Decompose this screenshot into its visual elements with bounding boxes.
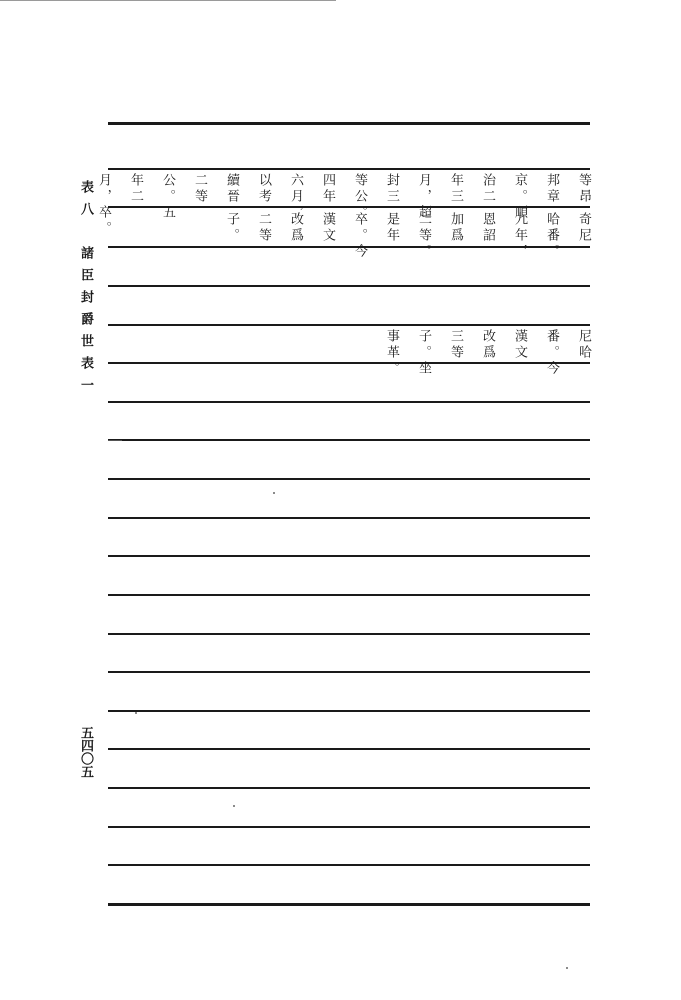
- cell-text: 是年: [384, 212, 399, 244]
- row-rule: [108, 285, 590, 287]
- cell-text: 二等。: [416, 212, 431, 260]
- scan-mark: [108, 440, 122, 441]
- table-row: [372, 329, 590, 377]
- cell-text: 奇尼: [576, 212, 591, 244]
- table-top-rule: [108, 122, 590, 125]
- cell-text: 三等: [448, 329, 463, 361]
- cell-text: 尼哈: [576, 329, 591, 361]
- cell-text: 等公。: [352, 173, 367, 221]
- row-rule: [108, 324, 590, 326]
- row-rule: [108, 787, 590, 789]
- row-rule: [108, 478, 590, 480]
- cell-text: 月，卒。: [96, 173, 111, 237]
- cell-text: 卒。今: [352, 212, 367, 260]
- scan-mark: [135, 712, 137, 714]
- row-rule: [108, 710, 590, 712]
- cell-text: 等昂: [576, 173, 591, 205]
- cell-text: 續晉: [224, 173, 239, 205]
- cell-text: 改爲: [480, 329, 495, 361]
- table-bottom-rule: [108, 903, 590, 906]
- cell-text: 漢文: [512, 329, 527, 361]
- cell-text: 二等: [256, 212, 271, 244]
- cell-text: 治二: [480, 173, 495, 205]
- cell-text: 公。五: [160, 173, 175, 221]
- scan-mark: [566, 967, 568, 969]
- row-rule: [108, 555, 590, 557]
- cell-text: 子。: [224, 212, 239, 244]
- cell-text: 加爲: [448, 212, 463, 244]
- row-rule: [108, 439, 590, 441]
- cell-text: 六月，: [288, 173, 303, 221]
- cell-text: 四年: [320, 173, 335, 205]
- cell-text: 子。坐: [416, 329, 431, 377]
- cell-text: 二等: [192, 173, 207, 205]
- cell-text: 番。今: [544, 329, 559, 377]
- cell-text: 京。順: [512, 173, 527, 221]
- row-rule: [108, 517, 590, 519]
- cell-text: 九年，: [512, 212, 527, 260]
- cell-text: 年三: [448, 173, 463, 205]
- cell-text: 哈番。: [544, 212, 559, 260]
- page-number: 五四〇五: [78, 726, 93, 778]
- row-rule: [108, 401, 590, 403]
- cell-text: 改爲: [288, 212, 303, 244]
- cell-text: 年二: [128, 173, 143, 205]
- row-rule: [108, 168, 590, 170]
- table-row: [212, 212, 590, 260]
- row-rule: [108, 748, 590, 750]
- cell-text: 月，超: [416, 173, 431, 221]
- row-rule: [108, 671, 590, 673]
- scan-mark: [233, 805, 235, 807]
- row-rule: [108, 826, 590, 828]
- scan-mark: [273, 492, 275, 494]
- row-rule: [108, 594, 590, 596]
- row-rule: [108, 864, 590, 866]
- row-rule: [108, 633, 590, 635]
- side-title: 表八 諸臣封爵世表一: [78, 180, 93, 400]
- cell-text: 恩詔: [480, 212, 495, 244]
- cell-text: 封三: [384, 173, 399, 205]
- cell-text: 漢文: [320, 212, 335, 244]
- cell-text: 以考: [256, 173, 271, 205]
- cell-text: 事革。: [384, 329, 399, 377]
- cell-text: 邦章: [544, 173, 559, 205]
- top-edge-rule: [0, 0, 336, 1]
